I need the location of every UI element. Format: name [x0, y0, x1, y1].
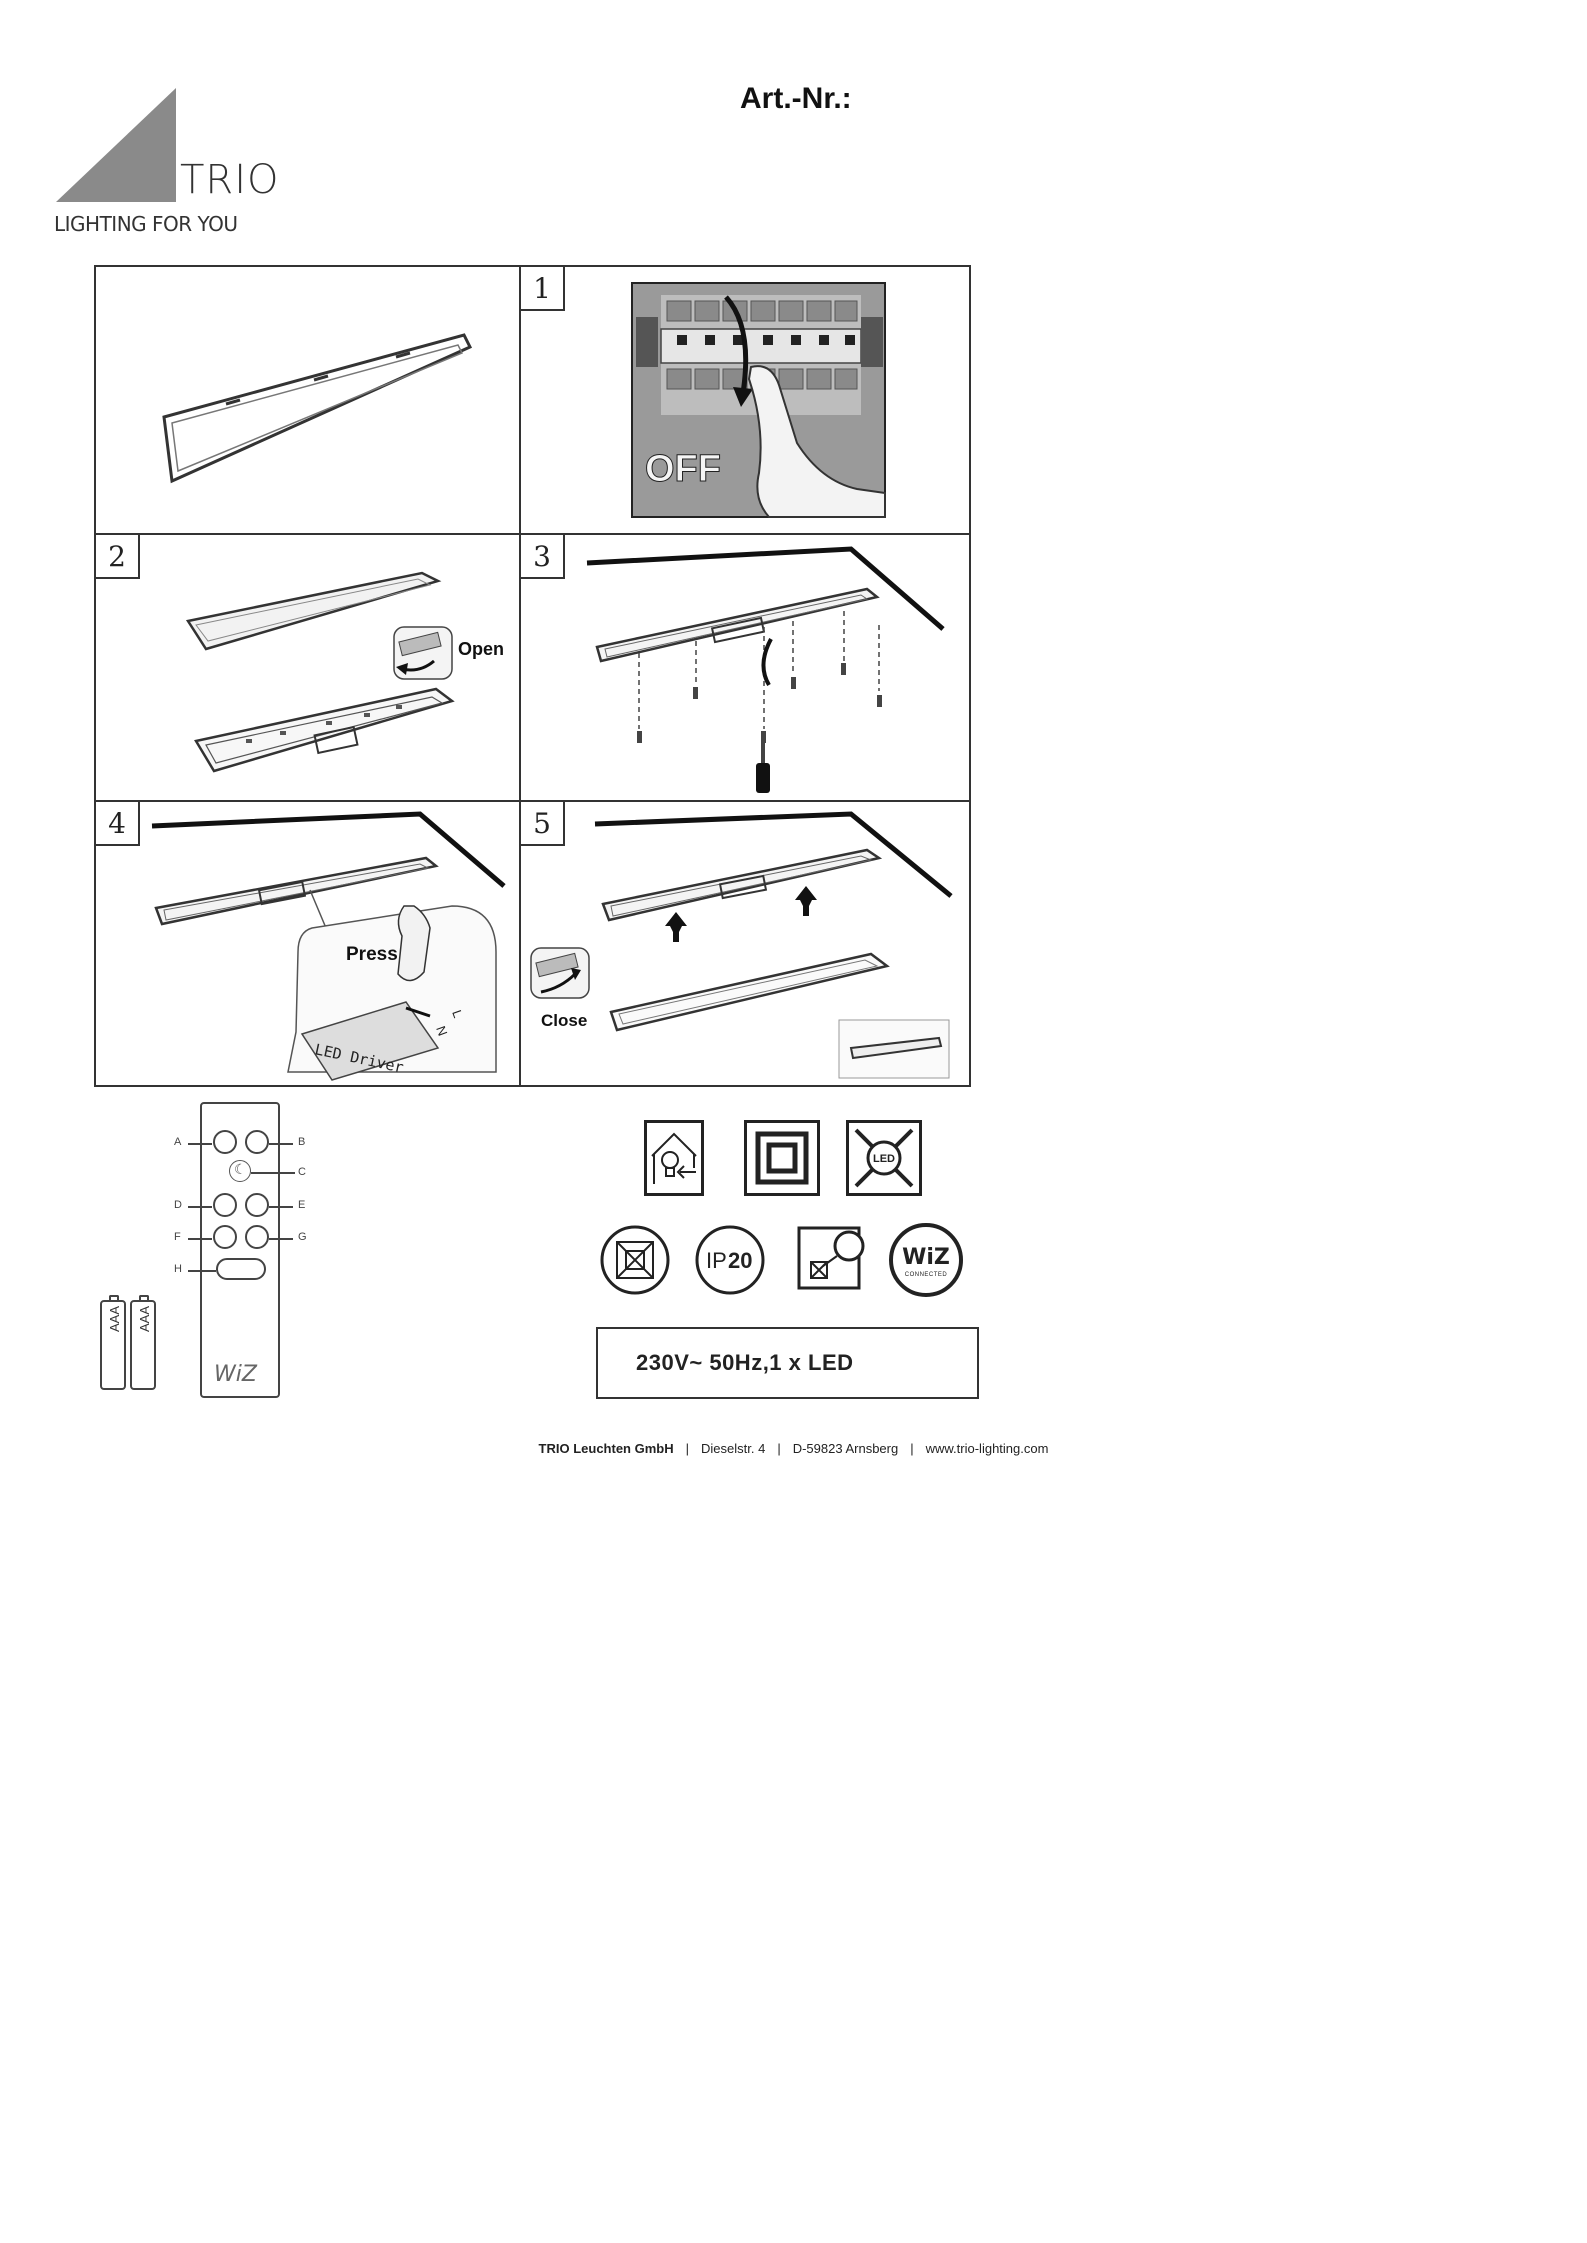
battery-label: AAA [107, 1306, 122, 1333]
logo-tagline: LIGHTING FOR YOU [54, 212, 238, 236]
close-label: Close [541, 1011, 588, 1030]
press-label: Press [346, 944, 398, 965]
product-overview [96, 267, 519, 533]
remote-button-g[interactable] [245, 1225, 269, 1249]
logo-wordmark: TRIO [180, 157, 280, 203]
remote-button-f[interactable] [213, 1225, 237, 1249]
remote-button-d[interactable] [213, 1193, 237, 1217]
step-number: 4 [96, 802, 140, 846]
leader-line [188, 1238, 212, 1240]
remote-label: D [174, 1199, 182, 1211]
remote-label: G [298, 1231, 307, 1243]
remote-label: E [298, 1199, 306, 1211]
close-cover-illustration [521, 802, 971, 1087]
step-1 [521, 267, 971, 533]
protection-class-ii-icon [744, 1120, 820, 1196]
remote-label: B [298, 1136, 306, 1148]
step-number: 3 [521, 535, 565, 579]
moon-icon: ☾ [234, 1161, 247, 1177]
open-label: Open [458, 639, 505, 659]
remote-label: H [174, 1263, 182, 1275]
bulb-replaceable-icon [644, 1120, 704, 1196]
footer-separator: | [685, 1441, 689, 1456]
not-recessed-insulation-icon [793, 1222, 877, 1296]
electrical-spec: 230V~ 50Hz,1 x LED [596, 1327, 979, 1399]
svg-text:WiZ: WiZ [902, 1245, 950, 1270]
step-5 [521, 802, 971, 1087]
remote-label: C [298, 1166, 306, 1178]
footer-street: Dieselstr. 4 [701, 1441, 766, 1456]
remote-brand-logo: WiZ [214, 1362, 257, 1387]
step-number: 1 [521, 267, 565, 311]
battery-label: AAA [137, 1306, 152, 1333]
wire-n-label: N [433, 1023, 451, 1038]
footer-website: www.trio-lighting.com [925, 1441, 1049, 1456]
remote-button-c[interactable] [229, 1160, 251, 1182]
footer [0, 1441, 1587, 1456]
not-on-flammable-surface-icon [599, 1224, 671, 1296]
step-3 [521, 535, 971, 800]
leader-line [188, 1143, 212, 1145]
svg-text:20: 20 [728, 1248, 753, 1273]
footer-city: D-59823 Arnsberg [792, 1441, 899, 1456]
mount-screws-illustration [521, 535, 971, 800]
leader-line [188, 1206, 212, 1208]
leader-line [269, 1238, 293, 1240]
open-panel-illustration [96, 535, 519, 800]
wiz-connected-icon [888, 1222, 964, 1298]
svg-text:CONNECTED: CONNECTED [904, 1272, 948, 1278]
svg-text:IP: IP [706, 1248, 727, 1273]
footer-company: TRIO Leuchten GmbH [538, 1441, 674, 1456]
battery-icon [100, 1300, 126, 1390]
wire-l-label: L [449, 1007, 466, 1020]
footer-separator: | [777, 1441, 781, 1456]
leader-line [269, 1143, 293, 1145]
svg-text:LED: LED [873, 1153, 895, 1165]
led-driver-label: LED Driver [313, 1040, 406, 1077]
ip20-icon [694, 1224, 766, 1296]
battery-icon [130, 1300, 156, 1390]
remote-label: F [174, 1231, 181, 1243]
remote-button-h[interactable] [216, 1258, 266, 1280]
step-2 [96, 535, 519, 800]
breaker-off-illustration [521, 267, 971, 533]
remote-button-e[interactable] [245, 1193, 269, 1217]
remote-label: A [174, 1136, 182, 1148]
connect-driver-illustration [96, 802, 519, 1087]
leader-line [188, 1270, 216, 1272]
off-label: OFF [645, 448, 721, 490]
panel-illustration [96, 267, 519, 533]
led-not-replaceable-icon [846, 1120, 922, 1196]
leader-line [269, 1206, 293, 1208]
remote-button-a[interactable] [213, 1130, 237, 1154]
step-4 [96, 802, 519, 1087]
footer-separator: | [910, 1441, 914, 1456]
article-number-label: Art.-Nr.: [740, 82, 852, 115]
step-number: 5 [521, 802, 565, 846]
leader-line [251, 1172, 295, 1174]
instruction-grid [94, 265, 971, 1087]
remote-button-b[interactable] [245, 1130, 269, 1154]
step-number: 2 [96, 535, 140, 579]
